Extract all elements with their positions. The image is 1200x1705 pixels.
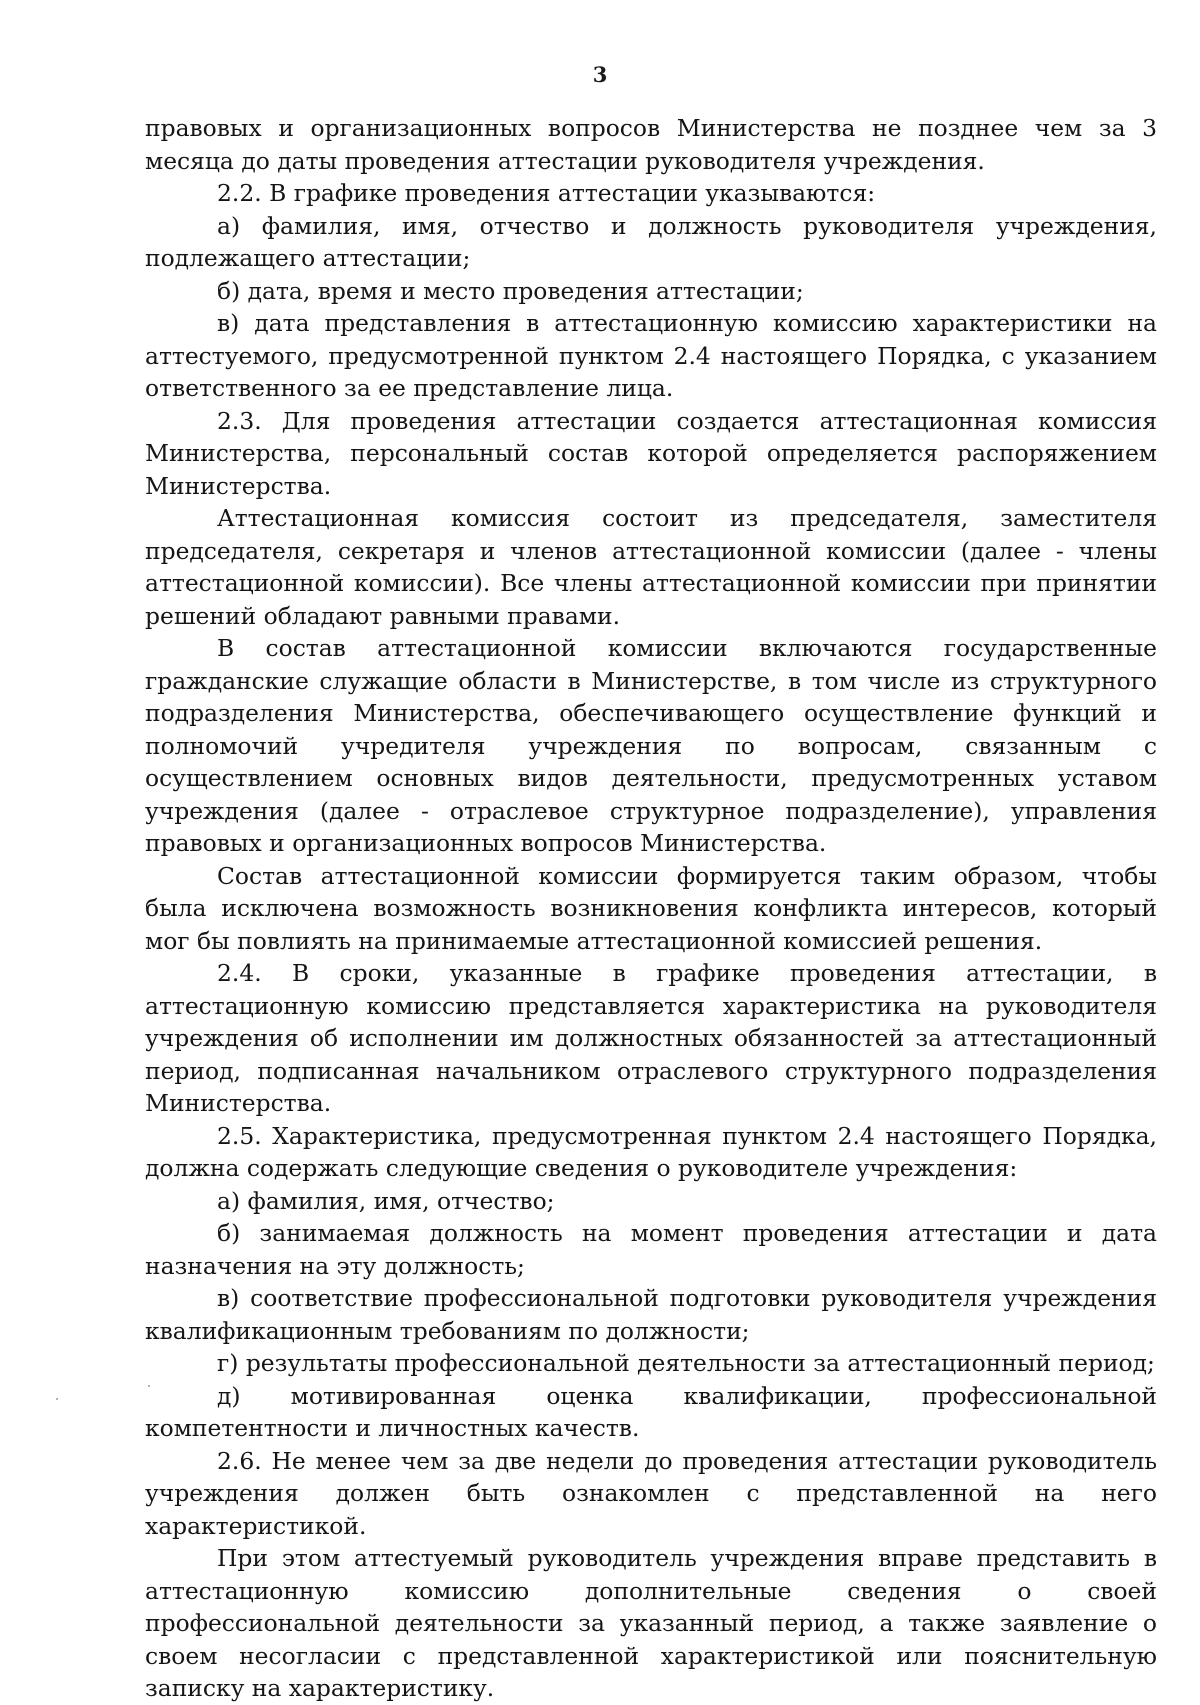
paragraph: в) дата представления в аттестационную комиссию характеристики на аттестуемого, предусмотренной пунктом 2.4 настоящего Порядка, с указанием ответственного за ее представление лица.	[145, 309, 1157, 402]
paragraph: Аттестационная комиссия состоит из председателя, заместителя председателя, секретаря и членов аттестационной комиссии (далее - члены аттестационной комиссии). Все члены аттестационной комиссии при принятии решений обладают равными правами.	[145, 504, 1157, 630]
paragraph: в) соответствие профессиональной подготовки руководителя учреждения квалификационным требованиям по должности;	[145, 1284, 1157, 1345]
page-number: 3	[592, 62, 608, 87]
paragraph: правовых и организационных вопросов Министерства не позднее чем за 3 месяца до даты проведения аттестации руководителя учреждения.	[145, 114, 1157, 175]
paragraph: В состав аттестационной комиссии включаются государственные гражданские служащие области в Министерстве, в том числе из структурного подразделения Министерства, обеспечивающего осуществление функций и полномочий учредителя учреждения по вопросам, связанным с осуществлением основных видов деятельности, предусмотренных уставом учреждения (далее - отраслевое структурное подразделение), управления правовых и организационных вопросов Министерства.	[145, 634, 1157, 857]
paragraph: а) фамилия, имя, отчество и должность руководителя учреждения, подлежащего аттестации;	[145, 211, 1157, 272]
paragraph: г) результаты профессиональной деятельности за аттестационный период;	[217, 1349, 1155, 1377]
document-body	[145, 112, 1157, 1705]
paragraph: 2.6. Не менее чем за две недели до проведения аттестации руководитель учреждения должен быть ознакомлен с представленной на него характеристикой.	[145, 1446, 1157, 1540]
scan-speck	[56, 1398, 58, 1400]
paragraph: а) фамилия, имя, отчество;	[217, 1186, 555, 1215]
paragraph: д) мотивированная оценка квалификации, профессиональной компетентности и личностных качеств.	[145, 1381, 1157, 1442]
scan-speck	[148, 1385, 150, 1387]
paragraph: 2.3. Для проведения аттестации создается аттестационная комиссия Министерства, персональный состав которой определяется распоряжением Министерства.	[145, 406, 1157, 500]
paragraph: б) занимаемая должность на момент проведения аттестации и дата назначения на эту должность;	[145, 1219, 1157, 1280]
paragraph: 2.2. В графике проведения аттестации указываются:	[217, 179, 876, 207]
paragraph: 2.5. Характеристика, предусмотренная пунктом 2.4 настоящего Порядка, должна содержать следующие сведения о руководителе учреждения:	[145, 1121, 1157, 1182]
paragraph: Состав аттестационной комиссии формируется таким образом, чтобы была исключена возможность возникновения конфликта интересов, который мог бы повлиять на принимаемые аттестационной комиссией решения.	[145, 861, 1157, 955]
paragraph: При этом аттестуемый руководитель учреждения вправе представить в аттестационную комиссию дополнительные сведения о своей профессиональной деятельности за указанный период, а также заявление о своем несогласии с представленной характеристикой или пояснительную записку на характеристику.	[145, 1544, 1157, 1702]
paragraph: б) дата, время и место проведения аттестации;	[217, 276, 804, 305]
paragraph: 2.4. В сроки, указанные в графике проведения аттестации, в аттестационную комиссию представляется характеристика на руководителя учреждения об исполнении им должностных обязанностей за аттестационный период, подписанная начальником отраслевого структурного подразделения Министерства.	[145, 959, 1157, 1117]
